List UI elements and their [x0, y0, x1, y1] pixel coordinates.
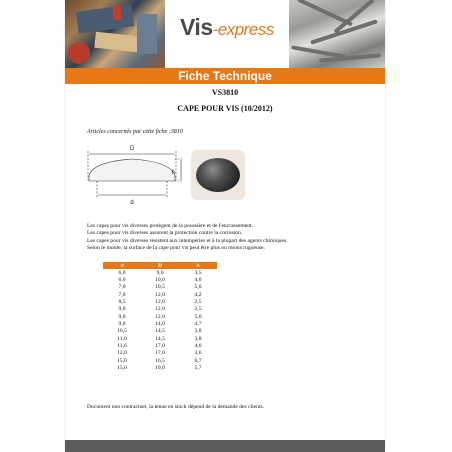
table-row	[103, 306, 217, 313]
cell-height: 4,0	[194, 277, 202, 284]
description-line: Les capes pour vis diverses protègent de la poussière et de l'encrassement.	[87, 223, 253, 229]
cell-small-d: 9,0	[118, 313, 126, 320]
cell-height: 2,5	[194, 306, 202, 313]
cell-big-d: 12,0	[155, 306, 165, 313]
table-row	[103, 291, 217, 298]
description-line: Les capes pour vis diverses assurent la protection contre la corrosion.	[87, 230, 243, 237]
cell-small-d: 7,0	[118, 291, 126, 298]
cell-big-d: 10,0	[155, 277, 165, 284]
technical-sheet	[65, 0, 385, 452]
cell-big-d: 12,0	[155, 299, 165, 306]
brand-name-accent: -express	[212, 20, 274, 39]
table-row	[103, 350, 217, 357]
cell-big-d: 17,0	[155, 343, 165, 350]
cell-big-d: 12,0	[155, 313, 165, 320]
cell-height: 5,7	[194, 365, 202, 372]
brand-name-main: Vis	[180, 14, 213, 40]
description-line: Selon le moule, la surface de la cape pour vis peut être plus ou moins rugueuse.	[87, 244, 265, 251]
cell-small-d: 12,0	[117, 350, 127, 357]
dimensions-table	[103, 262, 217, 372]
cell-small-d: 11,6	[117, 343, 127, 350]
cell-big-d: 17,0	[155, 350, 165, 357]
cell-height: 3,8	[194, 335, 202, 342]
cell-height: 2,5	[194, 299, 202, 306]
screws-photo	[289, 0, 385, 68]
cap-photo	[191, 150, 245, 200]
description-line: Les capes pour vis diverses résistent aux intempéries et à la plupart des agents chimiques.	[87, 237, 288, 244]
cell-big-d: 14,0	[155, 321, 165, 328]
cap-dome	[196, 158, 240, 192]
table-row	[103, 269, 217, 276]
table-row	[103, 276, 217, 283]
cell-big-d: 19,0	[155, 365, 165, 372]
product-title: CAPE POUR VIS (10/2012)	[177, 104, 273, 113]
label-height: h	[171, 170, 175, 176]
cell-small-d: 7,0	[118, 284, 126, 291]
cell-small-d: 10,5	[117, 328, 127, 335]
cell-big-d: 10,5	[155, 284, 165, 291]
table-row	[103, 342, 217, 349]
cell-height: 4,2	[194, 291, 202, 298]
cell-small-d: 15,0	[117, 357, 127, 364]
header-height: h	[179, 262, 217, 269]
header	[65, 0, 385, 68]
cell-small-d: 8,5	[118, 299, 126, 306]
table-row	[103, 320, 217, 327]
cap-technical-drawing	[85, 140, 185, 215]
table-row	[103, 364, 217, 371]
cell-height: 5,0	[194, 284, 202, 291]
footer-bar	[65, 440, 385, 452]
cell-small-d: 15,0	[117, 365, 127, 372]
cell-height: 4,0	[194, 343, 202, 350]
cell-big-d: 16,5	[155, 357, 165, 364]
cell-small-d: 9,0	[118, 321, 126, 328]
table-row	[103, 328, 217, 335]
cell-small-d: 11,0	[117, 335, 127, 342]
header-small-d: d	[103, 262, 141, 269]
cell-height: 3,5	[194, 269, 202, 276]
table-row	[103, 313, 217, 320]
articles-concerned: Articles concernés par cette fiche :3810	[87, 129, 183, 135]
cell-big-d: 12,0	[155, 291, 165, 298]
cell-big-d: 14,5	[155, 335, 165, 342]
cell-small-d: 6,0	[118, 269, 126, 276]
table-row	[103, 357, 217, 364]
cell-height: 6,7	[194, 357, 202, 364]
tools-photo	[65, 0, 165, 68]
table-row	[103, 284, 217, 291]
label-big-d: D	[129, 146, 135, 152]
disclaimer-note: Document non contractuel, la tenue en stock dépend de la demande des clients.	[87, 404, 265, 410]
label-small-d: d	[130, 200, 134, 206]
cell-small-d: 9,0	[118, 306, 126, 313]
cell-height: 3,8	[194, 328, 202, 335]
brand-logo	[180, 14, 274, 41]
cell-big-d: 9,0	[156, 269, 164, 276]
cell-small-d: 6,0	[118, 277, 126, 284]
header-big-d: D	[141, 262, 179, 269]
cell-height: 4,7	[194, 321, 202, 328]
product-reference: VS3810	[211, 88, 239, 97]
cell-big-d: 14,5	[155, 328, 165, 335]
banner-fiche-technique: Fiche Technique	[65, 68, 385, 84]
cell-height: 5,0	[194, 313, 202, 320]
cell-height: 3,6	[194, 350, 202, 357]
table-row	[103, 335, 217, 342]
table-row	[103, 298, 217, 305]
description	[87, 223, 377, 252]
table-header-row	[103, 262, 217, 269]
